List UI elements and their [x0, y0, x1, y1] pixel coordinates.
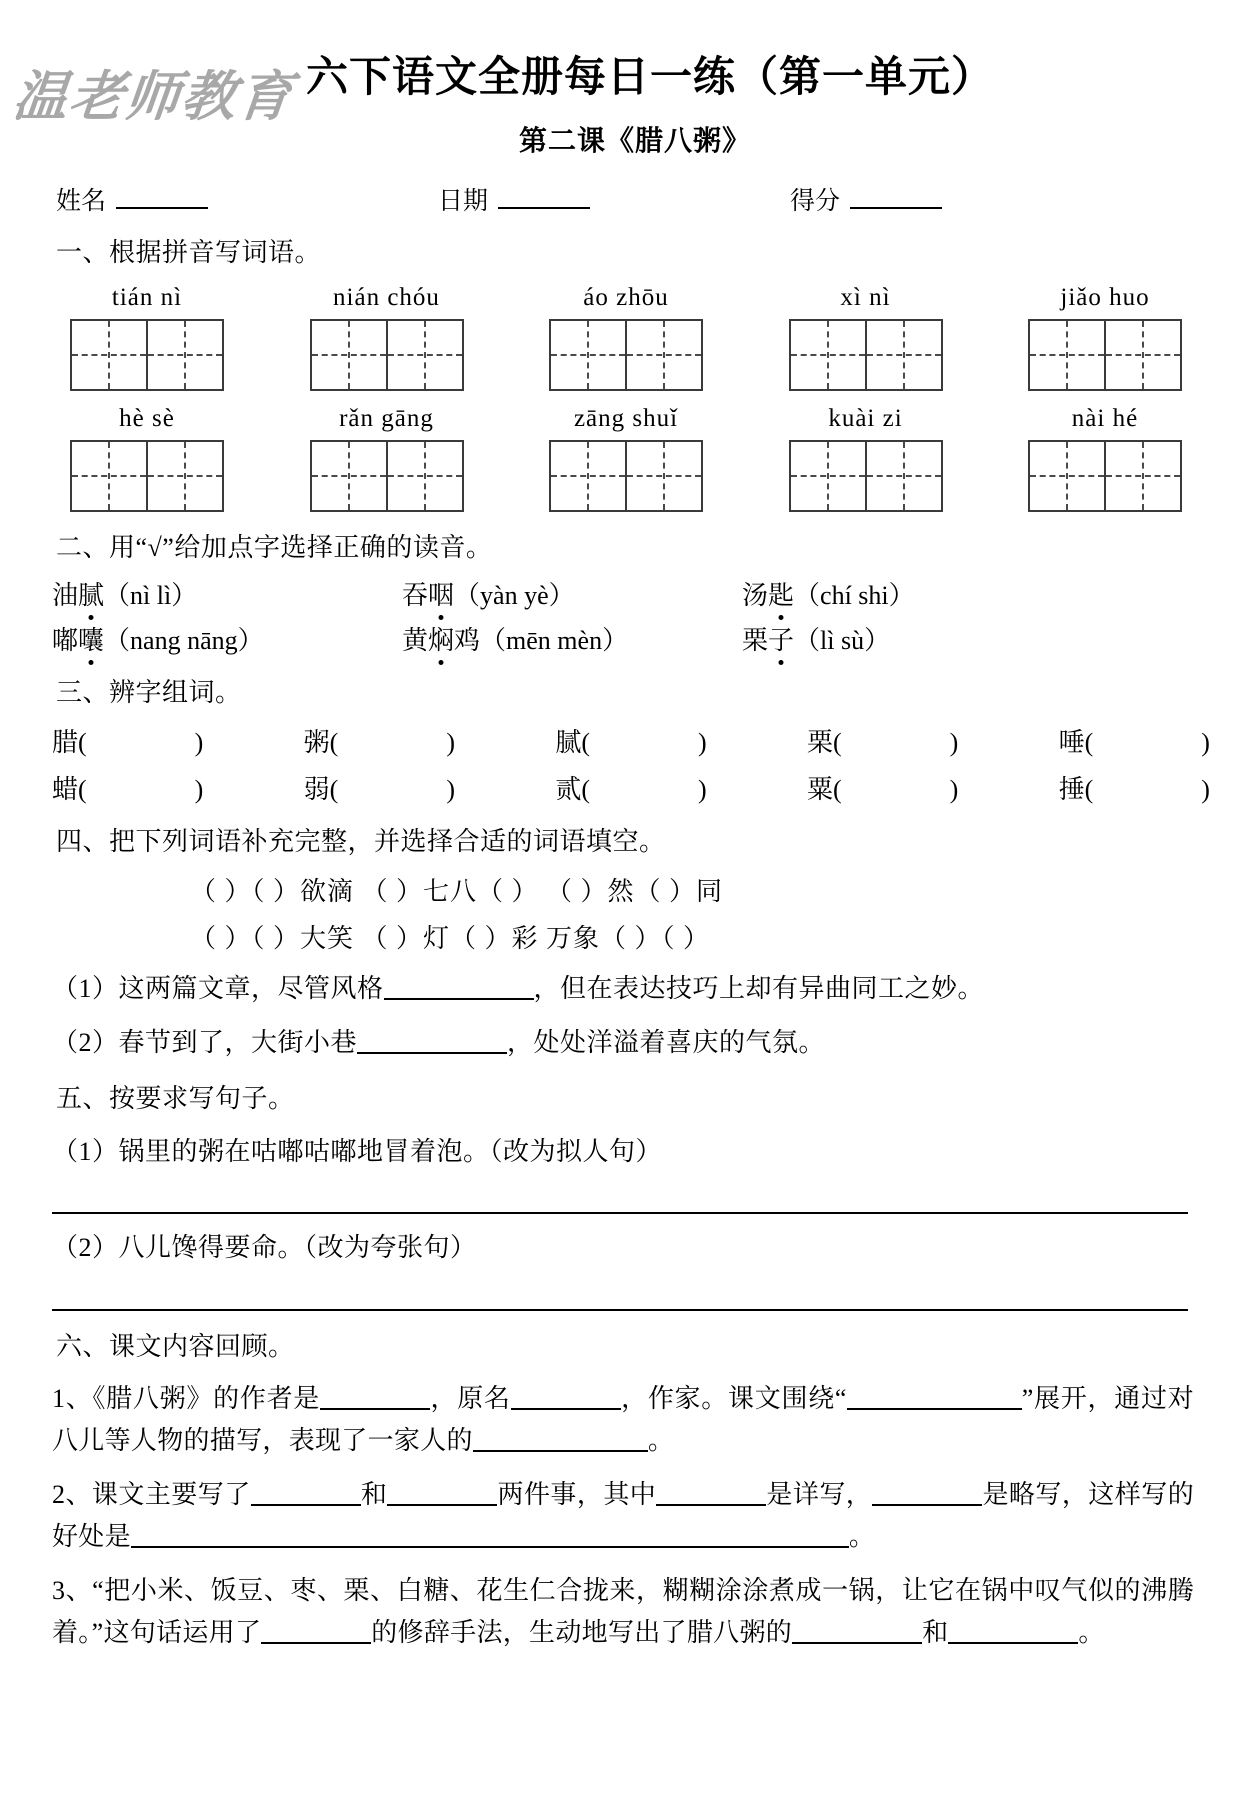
reading-item[interactable] — [52, 620, 402, 657]
section-2-heading: 二、用“√”给加点字选择正确的读音。 — [56, 532, 493, 562]
pinyin-cell — [771, 284, 961, 391]
char-close: ) — [1201, 727, 1210, 757]
reading-choice-block — [0, 575, 1240, 657]
tianzige-grid[interactable] — [70, 319, 224, 391]
dotted-char: 腻 — [78, 575, 104, 612]
q1-part-d: ”展 — [1021, 1383, 1061, 1413]
grid-cell[interactable] — [1030, 321, 1104, 389]
dotted-char: 焖 — [428, 620, 454, 657]
char-close: ) — [194, 727, 204, 757]
char-close: ) — [194, 774, 204, 804]
reading-options[interactable]: （chí shi） — [794, 580, 915, 610]
grid-cell[interactable] — [625, 442, 701, 510]
char-open: 贰( — [555, 774, 590, 804]
watermark-text: 温老师教育 — [10, 67, 297, 127]
char-open: 粥( — [303, 727, 339, 757]
pinyin-cell — [771, 405, 961, 512]
pinyin-cell — [531, 284, 721, 391]
fill-1-blank[interactable] — [384, 976, 534, 1000]
score-label: 得分 — [790, 187, 841, 215]
char-close: ) — [697, 727, 707, 757]
grid-cell[interactable] — [1104, 442, 1180, 510]
pinyin-cell — [292, 284, 482, 391]
grid-cell[interactable] — [72, 442, 146, 510]
grid-cell[interactable] — [312, 321, 386, 389]
fill-1-suffix: ，但在表达技巧上却有异曲同工之妙。 — [533, 973, 985, 1003]
tianzige-grid[interactable] — [70, 440, 224, 512]
word-prefix: 吞 — [402, 580, 429, 610]
q2-part-a: 2、课文主要写了 — [52, 1479, 251, 1509]
pinyin-cell — [1010, 284, 1200, 391]
dotted-char: 匙 — [768, 575, 794, 612]
q3-blank-device[interactable] — [261, 1620, 371, 1644]
worksheet-page — [0, 52, 1240, 1806]
date-input-blank[interactable] — [498, 187, 590, 209]
pinyin-cell — [1010, 405, 1200, 512]
char-close: ) — [697, 774, 707, 804]
tianzige-grid[interactable] — [310, 319, 464, 391]
tianzige-grid[interactable] — [789, 440, 943, 512]
grid-cell[interactable] — [551, 442, 625, 510]
tianzige-grid[interactable] — [1028, 440, 1182, 512]
char-open: 腊( — [52, 727, 87, 757]
q1-blank-feeling[interactable] — [473, 1428, 648, 1452]
section-6-question-3 — [52, 1570, 1240, 1654]
char-close: ) — [949, 774, 959, 804]
reading-row-1 — [52, 575, 1188, 612]
char-open: 弱( — [303, 774, 339, 804]
q3-part-b: 锅中叹气似的沸腾着。”这句话运用了 — [52, 1576, 1195, 1648]
char-pair-item[interactable] — [52, 769, 203, 806]
grid-cell[interactable] — [1030, 442, 1104, 510]
q2-blank-detailed[interactable] — [656, 1482, 766, 1506]
reading-options[interactable]: （nì lì） — [104, 580, 198, 610]
reading-options[interactable]: （nang nāng） — [104, 625, 264, 655]
q1-blank-theme[interactable] — [847, 1386, 1022, 1410]
section-5-question-2: （2）八儿馋得要命。（改为夸张句） — [52, 1233, 477, 1263]
q3-part-c: 的修辞手法，生动地写出了腊八粥的 — [371, 1618, 793, 1648]
grid-cell[interactable] — [72, 321, 146, 389]
idiom-row-2[interactable]: （ ）（ ）大笑 （ ）灯（ ）彩 万象（ ）（ ） — [190, 923, 711, 953]
char-pair-item[interactable] — [555, 722, 706, 759]
section-1-heading: 一、根据拼音写词语。 — [56, 237, 322, 267]
date-label: 日期 — [438, 187, 489, 215]
q1-part-a: 1、《腊八粥》的作者是 — [52, 1383, 321, 1413]
q3-blank-feature1[interactable] — [792, 1620, 922, 1644]
char-pair-item[interactable] — [807, 722, 958, 759]
dotted-char: 子 — [768, 620, 794, 657]
tianzige-grid[interactable] — [549, 440, 703, 512]
grid-cell[interactable] — [146, 442, 222, 510]
char-open: 栗( — [806, 727, 842, 757]
character-pairs-block — [0, 722, 1240, 806]
q2-part-e: 是略写，这 — [982, 1479, 1115, 1509]
page-subtitle: 第二课《腊八粥》 — [518, 125, 751, 157]
pinyin-cell — [292, 405, 482, 512]
tianzige-grid[interactable] — [789, 319, 943, 391]
q1-part-e: 开，通过对八儿等人物的描写，表现了一家人的 — [52, 1383, 1194, 1455]
char-pair-item[interactable] — [304, 769, 455, 806]
score-input-blank[interactable] — [850, 187, 942, 209]
q2-blank-event1[interactable] — [251, 1482, 361, 1506]
q1-part-c: ，作家。课文围绕“ — [620, 1383, 847, 1413]
pinyin-label: jiǎo huo — [1060, 283, 1150, 311]
char-open: 唾( — [1058, 727, 1094, 757]
score-field-group — [790, 181, 942, 217]
grid-cell[interactable] — [865, 442, 941, 510]
tianzige-grid[interactable] — [549, 319, 703, 391]
grid-cell[interactable] — [791, 321, 865, 389]
q2-blank-brief[interactable] — [872, 1482, 982, 1506]
char-open: 捶( — [1058, 774, 1094, 804]
char-pair-item[interactable] — [1059, 769, 1210, 806]
fill-2-suffix: ，处处洋溢着喜庆的气氛。 — [507, 1027, 826, 1057]
char-pair-item[interactable] — [304, 722, 455, 759]
pinyin-cell — [531, 405, 721, 512]
grid-cell[interactable] — [386, 321, 462, 389]
char-close: ) — [446, 727, 455, 757]
page-title: 六下语文全册每日一练（第一单元） — [305, 55, 994, 101]
pinyin-exercise-block — [0, 284, 1240, 512]
pinyin-row-1 — [52, 284, 1200, 391]
char-open: 腻( — [555, 727, 590, 757]
q2-part-g: 。 — [848, 1522, 876, 1552]
pinyin-row-2 — [52, 405, 1200, 512]
answer-rule-line-1[interactable] — [52, 1212, 1188, 1214]
name-field-group — [56, 181, 208, 217]
section-5-question-1: （1）锅里的粥在咕嘟咕嘟地冒着泡。（改为拟人句） — [52, 1137, 663, 1167]
pinyin-label: kuài zi — [828, 404, 903, 432]
pinyin-cell — [52, 284, 242, 391]
section-5-heading: 五、按要求写句子。 — [56, 1084, 295, 1114]
dotted-char: 囔 — [78, 620, 104, 657]
reading-options[interactable]: （yàn yè） — [454, 580, 575, 610]
section-6-question-2 — [52, 1474, 1240, 1558]
idiom-block — [0, 871, 1240, 955]
q2-blank-event2[interactable] — [387, 1482, 497, 1506]
fill-2-prefix: （2）春节到了，大街小巷 — [52, 1027, 358, 1057]
char-close: ) — [949, 727, 959, 757]
q2-part-b: 和 — [360, 1479, 388, 1509]
char-close: ) — [1201, 774, 1210, 804]
q1-part-b: ，原名 — [430, 1383, 511, 1413]
row-spacer — [52, 391, 1200, 405]
char-pair-item[interactable] — [555, 769, 706, 806]
char-pair-row-1 — [52, 722, 1210, 759]
pinyin-label: áo zhōu — [583, 283, 669, 311]
pinyin-label: tián nì — [111, 283, 183, 311]
reading-options[interactable]: （lì sù） — [794, 625, 891, 655]
pinyin-label: hè sè — [119, 404, 175, 432]
grid-cell[interactable] — [625, 321, 701, 389]
word-suffix: 鸡 — [454, 625, 481, 655]
section-6-heading: 六、课文内容回顾。 — [56, 1331, 295, 1361]
q3-part-d: 和 — [922, 1618, 949, 1648]
q1-blank-author[interactable] — [320, 1386, 430, 1410]
section-4-fill-1 — [52, 969, 1240, 1009]
grid-cell[interactable] — [146, 321, 222, 389]
name-label: 姓名 — [56, 187, 107, 215]
pinyin-label: xì nì — [840, 283, 891, 311]
pinyin-label: nián chóu — [333, 283, 440, 311]
word-prefix: 栗 — [742, 625, 769, 655]
idiom-row-1[interactable]: （ ）（ ）欲滴 （ ）七八（ ） （ ）然（ ）同 — [190, 876, 724, 906]
date-field-group — [438, 181, 590, 217]
word-prefix: 油 — [52, 580, 79, 610]
pinyin-label: nài hé — [1071, 404, 1139, 432]
q2-part-f: 样写的好处是 — [52, 1479, 1194, 1552]
grid-cell[interactable] — [551, 321, 625, 389]
fill-1-prefix: （1）这两篇文章，尽管风格 — [52, 973, 384, 1003]
char-pair-row-2 — [52, 769, 1210, 806]
word-prefix: 汤 — [742, 580, 769, 610]
section-4-heading: 四、把下列词语补充完整，并选择合适的词语填空。 — [56, 826, 666, 856]
q2-blank-benefit[interactable] — [131, 1524, 849, 1548]
q2-part-c: 两件事，其中 — [497, 1479, 657, 1509]
grid-cell[interactable] — [1104, 321, 1180, 389]
grid-cell[interactable] — [865, 321, 941, 389]
section-6-question-1 — [52, 1378, 1240, 1462]
reading-item[interactable] — [742, 575, 915, 612]
word-prefix: 嘟 — [52, 625, 79, 655]
char-pair-item[interactable] — [807, 769, 958, 806]
grid-cell[interactable] — [312, 442, 386, 510]
q3-part-a: 3、“把小米、饭豆、枣、栗、白糖、花生仁合拢来，糊糊涂涂煮成一锅，让它在 — [52, 1576, 982, 1606]
reading-item[interactable] — [742, 620, 890, 657]
reading-item[interactable] — [402, 620, 742, 657]
student-info-row — [0, 181, 1240, 217]
dotted-char: 咽 — [428, 575, 454, 612]
char-pair-item[interactable] — [52, 722, 203, 759]
reading-row-2 — [52, 620, 1188, 657]
reading-item[interactable] — [402, 575, 742, 612]
pinyin-label: rǎn gāng — [339, 404, 434, 432]
reading-item[interactable] — [52, 575, 402, 612]
char-open: 粟( — [806, 774, 842, 804]
grid-cell[interactable] — [386, 442, 462, 510]
pinyin-label: zāng shuǐ — [573, 404, 679, 432]
fill-2-blank[interactable] — [357, 1030, 507, 1054]
q1-part-f: 。 — [647, 1425, 675, 1455]
word-prefix: 黄 — [402, 625, 429, 655]
reading-options[interactable]: （mēn mèn） — [480, 625, 629, 655]
answer-rule-line-2[interactable] — [52, 1309, 1188, 1311]
tianzige-grid[interactable] — [310, 440, 464, 512]
q2-part-d: 是详写， — [766, 1479, 873, 1509]
section-4-fill-2 — [52, 1023, 1240, 1063]
char-pair-item[interactable] — [1059, 722, 1210, 759]
char-close: ) — [446, 774, 455, 804]
char-open: 蜡( — [52, 774, 87, 804]
grid-cell[interactable] — [791, 442, 865, 510]
q3-blank-feature2[interactable] — [948, 1620, 1078, 1644]
q3-part-e: 。 — [1078, 1618, 1105, 1648]
q1-blank-realname[interactable] — [511, 1386, 621, 1410]
name-input-blank[interactable] — [116, 187, 208, 209]
tianzige-grid[interactable] — [1028, 319, 1182, 391]
pinyin-cell — [52, 405, 242, 512]
section-3-heading: 三、辨字组词。 — [56, 677, 242, 707]
